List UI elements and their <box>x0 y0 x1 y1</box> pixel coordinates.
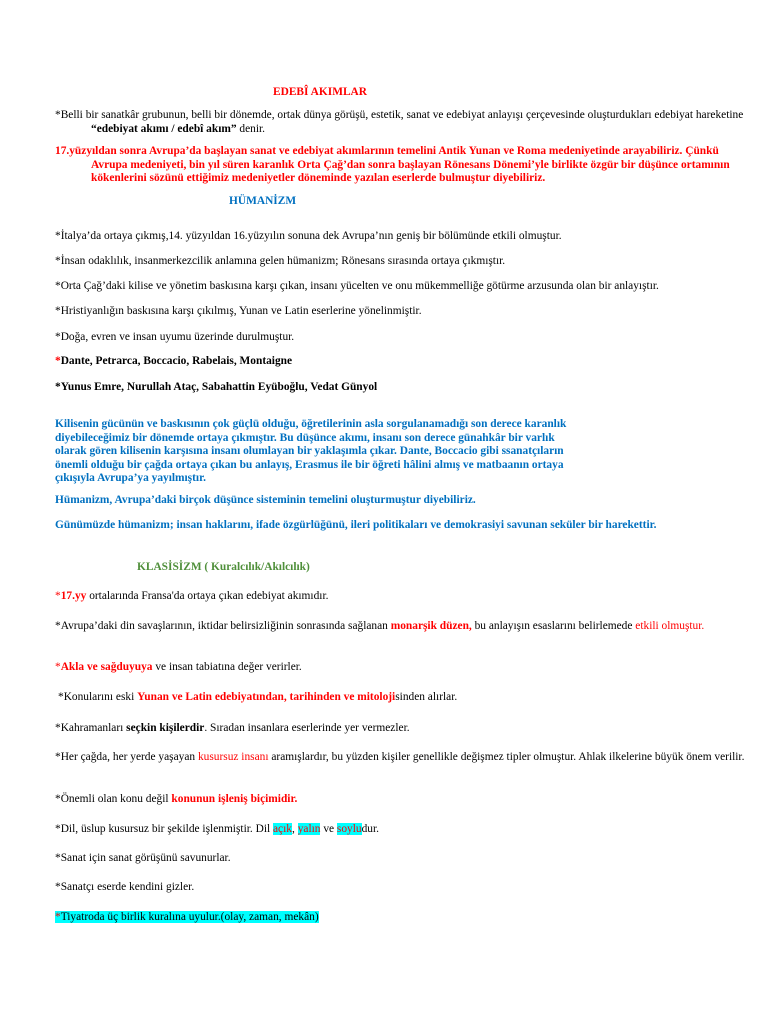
humanizm-item-3: *Orta Çağ’daki kilise ve yönetim baskısına karşı çıkan, insanı yücelten ve onu mükemmelliğe götürme arzusunda olan bir anlayıştır. <box>55 280 659 292</box>
reason-highlight: Akla ve sağduyuya <box>60 661 153 673</box>
asterisk: * <box>55 590 61 602</box>
asterisk: * <box>55 661 61 673</box>
intro-term: “edebiyat akımı / edebî akım” <box>91 122 237 135</box>
klasisizm-heading: KLASİSİZM ( Kuralcılık/Akılcılık) <box>137 561 310 573</box>
humanizm-turkish-authors: *Yunus Emre, Nurullah Ataç, Sabahattin Eyüboğlu, Vedat Günyol <box>55 381 378 393</box>
klasisizm-item-9: *Sanat için sanat görüşünü savunurlar. <box>55 852 231 864</box>
intro-text-end: denir. <box>236 122 266 135</box>
item-text-end: aramışlardır, bu yüzden kişiler genellikle değişmez tipler olmuştur. Ahlak ilkelerine büyük önem verilir. <box>268 751 745 763</box>
item-text: *Önemli olan konu değil <box>55 793 172 805</box>
three-unities-text: Tiyatroda üç birlik kuralına uyulur.(olay, zaman, mekân) <box>60 911 319 923</box>
item-text-end: dur. <box>361 823 380 835</box>
asterisk: * <box>55 911 61 923</box>
perfect-human-highlight: kusursuz insanı <box>197 751 269 763</box>
klasisizm-item-2 <box>55 620 751 634</box>
item-text: *Dil, üslup kusursuz bir şekilde işlenmiştir. Dil <box>55 823 273 835</box>
monarchy-highlight: monarşik düzen, <box>390 620 472 632</box>
humanizm-blue-paragraph-3: Günümüzde hümanizm; insan haklarını, ifade özgürlüğünü, ileri politikaları ve demokrasiyi savunan seküler bir harekettir. <box>55 519 657 531</box>
klasisizm-item-1 <box>55 590 715 604</box>
form-highlight: konunun işleniş biçimidir. <box>171 793 298 805</box>
intro-paragraph <box>55 109 751 136</box>
klasisizm-item-10: *Sanatçı eserde kendini gizler. <box>55 881 195 893</box>
western-authors-list: Dante, Petrarca, Boccacio, Rabelais, Montaigne <box>60 355 293 367</box>
klasisizm-item-3 <box>55 661 715 675</box>
intro-red-paragraph: 17.yüzyıldan sonra Avrupa’da başlayan sanat ve edebiyat akımlarının temelini Antik Yunan ve Roma medeniyetinde arayabiliriz. Çünkü Avrupa medeniyeti, bin yıl süren karanlık Orta Çağ’dan sonra başlayan Rönesans Dönemi’yle birlikte özgür bir düşünce ortamının kökenlerini sözünü ettiğimiz medeniyetler döneminde yazılan eserlerde bulmuştur diyebiliriz. <box>55 145 730 185</box>
klasisizm-item-8 <box>55 823 715 837</box>
humanizm-blue-paragraph-2: Hümanizm, Avrupa’daki birçok düşünce sisteminin temelini oluşturmuştur diyebiliriz. <box>55 494 476 506</box>
klasisizm-item-11 <box>55 911 715 925</box>
page-title: EDEBÎ AKIMLAR <box>273 86 367 98</box>
item-text: *Konularını eski <box>58 691 138 703</box>
humanizm-item-4: *Hristiyanlığın baskısına karşı çıkılmış, Yunan ve Latin eserlerine yönelinmiştir. <box>55 305 422 317</box>
humanizm-western-authors <box>55 355 715 369</box>
item-text: *Kahramanları <box>55 722 127 734</box>
highlighted-word-clear: açık <box>273 823 292 835</box>
item-text-cont: bu anlayışın esaslarını belirlemede <box>471 620 636 632</box>
asterisk: * <box>55 355 61 367</box>
item-text: *Her çağda, her yerde yaşayan <box>55 751 198 763</box>
humanizm-item-1: *İtalya’da ortaya çıkmış,14. yüzyıldan 16.yüzyılın sonuna dek Avrupa’nın geniş bir bölümünde etkili olmuştur. <box>55 230 562 242</box>
humanizm-blue-paragraph-1: Kilisenin gücünün ve baskısının çok güçlü olduğu, öğretilerinin asla sorgulanamadığı son derece karanlık diyebileceğimiz bir dönemde ortaya çıkmıştır. Bu düşünce akımı, insanı son derece günahkâr bir varlık olarak gören kilisenin karşısına insanı olumlayan bir yaklaşımla çıkar. Dante, Boccacio gibi ssanatçıların önemli olduğu bir çağda ortaya çıkan bu anlayış, Erasmus ile bir öğreti hâlini almış ve matbaanın ortaya çıkışıyla Avrupa’ya yayılmıştır. <box>55 418 567 485</box>
effect-highlight: etkili olmuştur. <box>635 620 705 632</box>
highlighted-word-noble: soylu <box>336 823 362 835</box>
century-highlight: 17.yy <box>60 590 87 602</box>
intro-text: *Belli bir sanatkâr grubunun, belli bir dönemde, ortak dünya görüşü, estetik, sanat ve edebiyat anlayışı çerçevesinde oluşturdukları edebiyat hareketine <box>55 109 744 121</box>
item-text: ve insan tabiatına değer verirler. <box>152 661 302 673</box>
item-text-end: sinden alırlar. <box>395 691 458 703</box>
item-text: *Avrupa’daki din savaşlarının, iktidar belirsizliğinin sonrasında sağlanan <box>55 620 391 632</box>
humanizm-heading: HÜMANİZM <box>229 195 297 207</box>
item-text: ortalarında Fransa'da ortaya çıkan edebiyat akımıdır. <box>86 590 329 602</box>
highlighted-word-plain: yalın <box>297 823 321 835</box>
klasisizm-item-6 <box>55 751 751 765</box>
separator: ve <box>320 823 337 835</box>
klasisizm-item-7 <box>55 793 715 807</box>
sources-highlight: Yunan ve Latin edebiyatından, tarihinden ve mitoloji <box>137 691 396 703</box>
highlighted-rule <box>55 911 319 923</box>
separator: , <box>291 823 298 835</box>
humanizm-item-5: *Doğa, evren ve insan uyumu üzerinde durulmuştur. <box>55 331 295 343</box>
humanizm-item-2: *İnsan odaklılık, insanmerkezcilik anlamına gelen hümanizm; Rönesans sırasında ortaya çıkmıştır. <box>55 255 506 267</box>
klasisizm-item-5 <box>55 722 715 736</box>
heroes-highlight: seçkin kişilerdir <box>126 722 205 734</box>
klasisizm-item-4 <box>58 691 718 705</box>
item-text-end: . Sıradan insanlara eserlerinde yer vermezler. <box>204 722 410 734</box>
